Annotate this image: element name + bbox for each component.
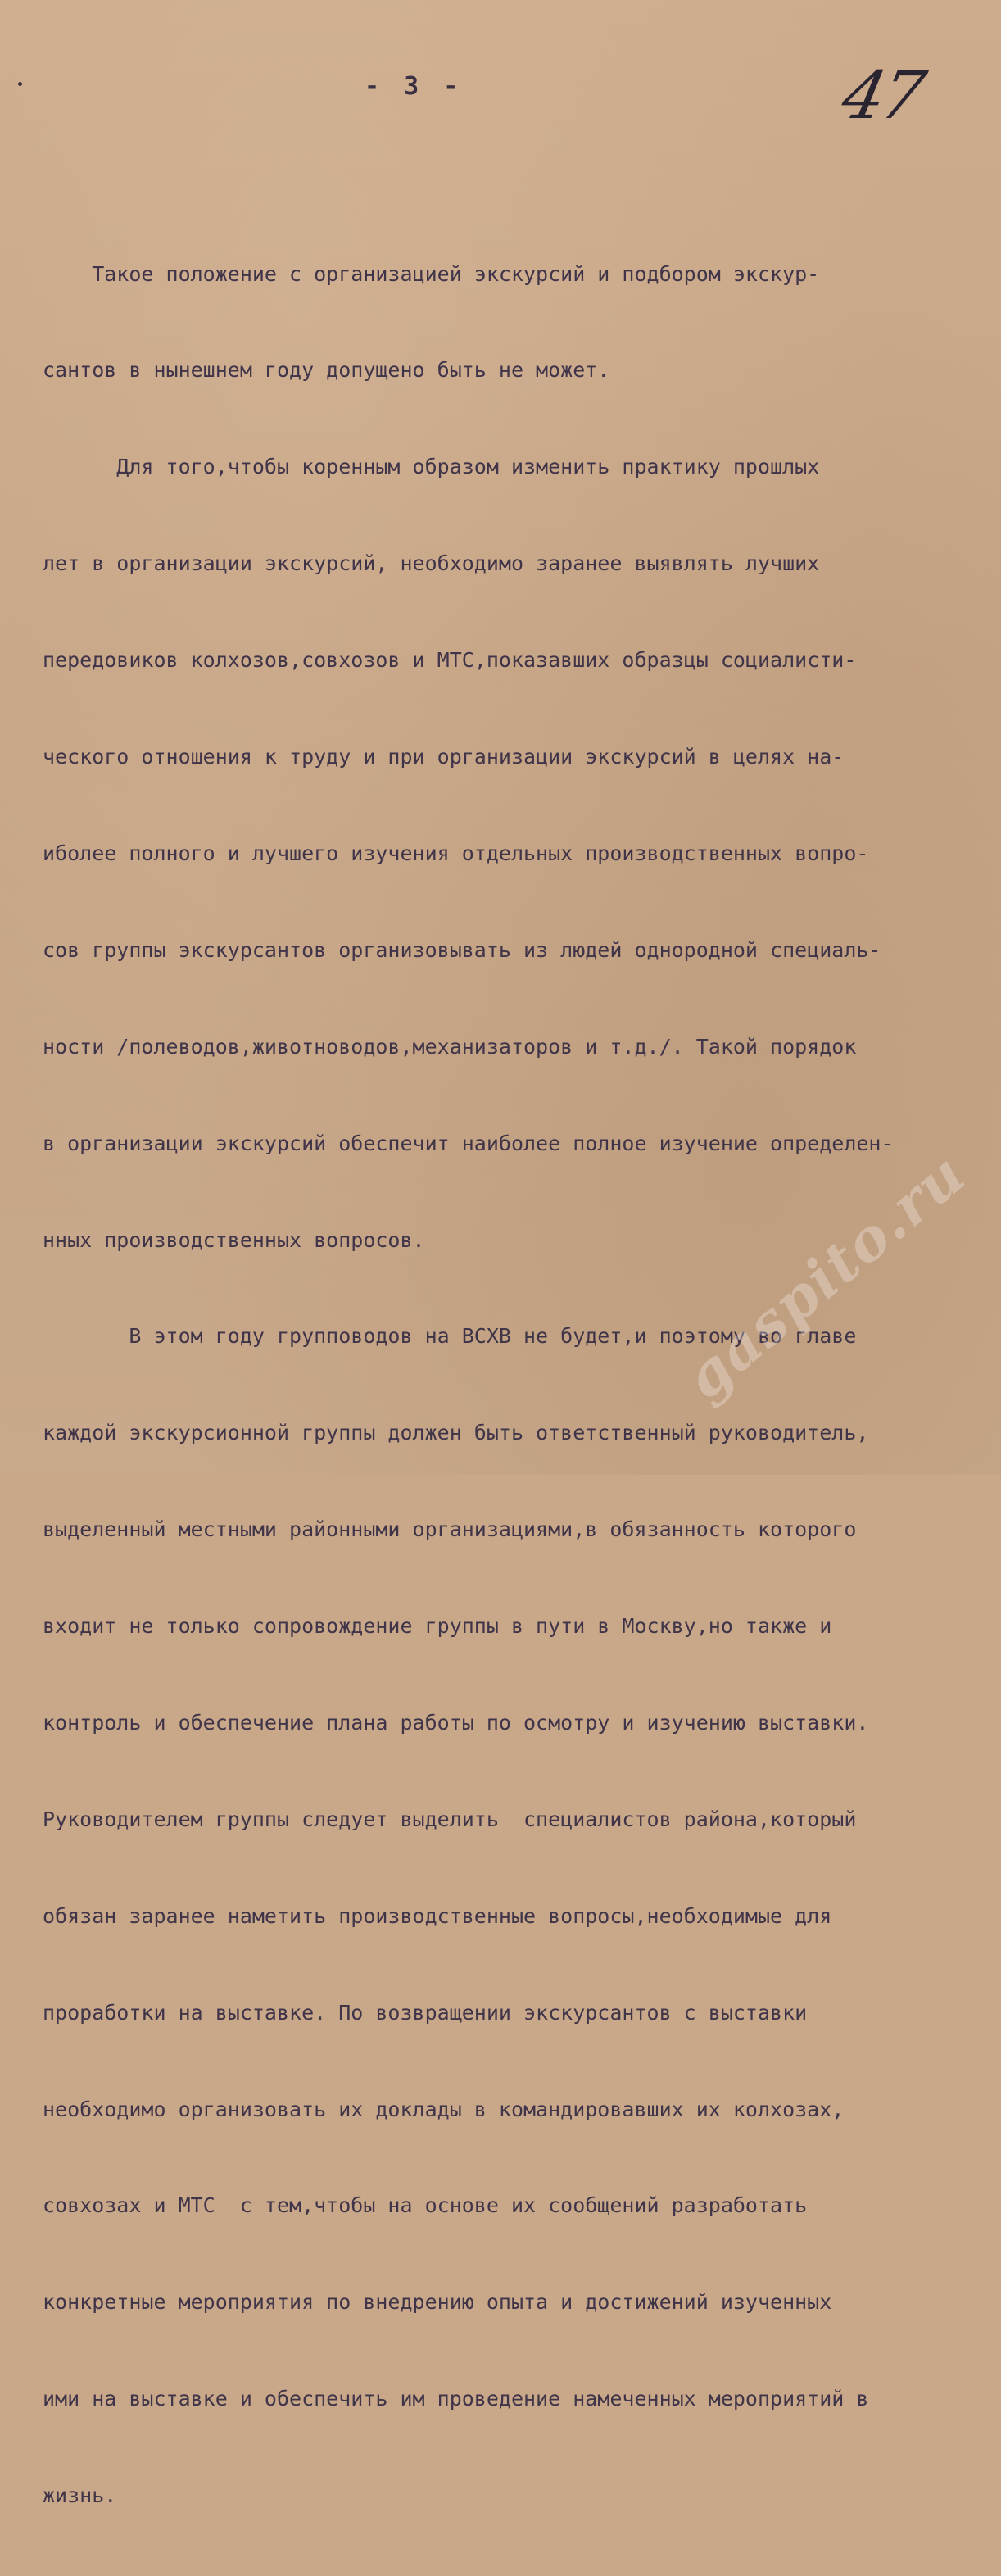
- text-line: обязан заранее наметить производственные вопросы,необходимые для: [43, 1903, 832, 1928]
- text-line: Руководителем группы следует выделить специалистов района,который: [43, 1807, 857, 1831]
- text-line: Такое положение с организацией экскурсий и подбором экскур-: [43, 261, 820, 286]
- typewritten-body: [43, 193, 985, 2576]
- text-line: ности /полеводов,животноводов,механизаторов и т.д./. Такой порядок: [43, 1034, 857, 1059]
- text-line: выделенный местными районными организациями,в обязанность которого: [43, 1517, 857, 1542]
- handwritten-sheet-number: 47: [836, 57, 929, 134]
- text-line: проработки на выставке. По возвращении экскурсантов с выставки: [43, 2000, 808, 2025]
- text-line: совхозах и МТС с тем,чтобы на основе их сообщений разработать: [43, 2193, 808, 2218]
- text-line: жизнь.: [43, 2483, 117, 2508]
- text-line: сов группы экскурсантов организовывать из людей однородной специаль-: [43, 937, 881, 962]
- text-line: необходимо организовать их доклады в командировавших их колхозах,: [43, 2097, 845, 2121]
- archive-watermark: gaspito.ru: [672, 1139, 979, 1413]
- text-line: иболее полного и лучшего изучения отдельных производственных вопро-: [43, 841, 869, 865]
- text-line: ими на выставке и обеспечить им проведение намеченных мероприятий в: [43, 2387, 869, 2411]
- text-line: нных производственных вопросов.: [43, 1227, 425, 1252]
- text-line: в организации экскурсий обеспечит наиболее полное изучение определен-: [43, 1131, 894, 1155]
- text-line: передовиков колхозов,совхозов и МТС,показавших образцы социалисти-: [43, 648, 857, 673]
- text-line: входит не только сопровождение группы в пути в Москву,но также и: [43, 1614, 832, 1639]
- ink-dot: [18, 82, 22, 86]
- text-line: сантов в нынешнем году допущено быть не может.: [43, 358, 610, 383]
- text-line: лет в организации экскурсий, необходимо заранее выявлять лучших: [43, 551, 820, 576]
- text-line: каждой экскурсионной группы должен быть ответственный руководитель,: [43, 1421, 869, 1445]
- text-line: В этом году групповодов на ВСХВ не будет,и поэтому во главе: [43, 1324, 857, 1349]
- text-line: Для того,чтобы коренным образом изменить практику прошлых: [43, 455, 820, 479]
- text-line: ческого отношения к труду и при организации экскурсий в целях на-: [43, 745, 845, 769]
- page-number: - 3 -: [365, 72, 464, 101]
- text-line: контроль и обеспечение плана работы по осмотру и изучению выставки.: [43, 1710, 869, 1735]
- text-line: конкретные мероприятия по внедрению опыта и достижений изученных: [43, 2290, 832, 2315]
